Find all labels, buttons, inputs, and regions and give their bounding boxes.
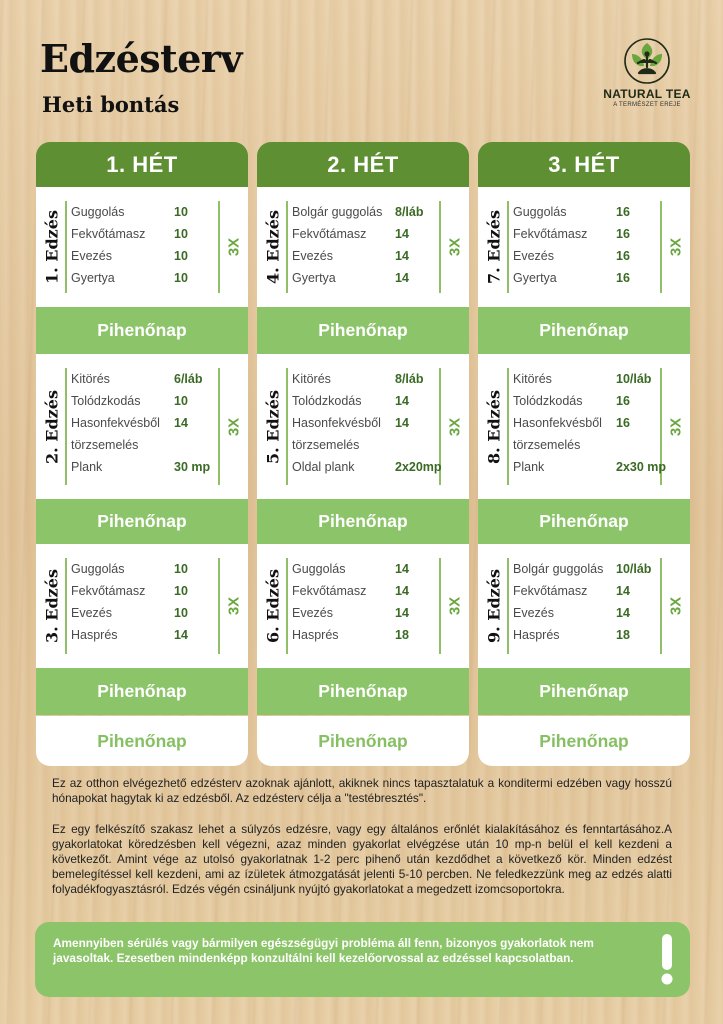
workout-label-text: 1. Edzés bbox=[42, 210, 62, 284]
workout-label bbox=[261, 544, 285, 668]
exercise-count: 16 bbox=[616, 271, 630, 285]
brand-name: NATURAL TEA bbox=[603, 87, 691, 101]
rest-day: Pihenőnap bbox=[257, 499, 469, 544]
exclamation-icon bbox=[660, 934, 674, 986]
workout-label bbox=[482, 544, 506, 668]
repetition-text: 3X bbox=[446, 237, 464, 257]
divider bbox=[439, 201, 441, 293]
workout-label bbox=[40, 187, 64, 307]
repetition-count bbox=[666, 586, 686, 626]
rest-day: Pihenőnap bbox=[257, 716, 469, 766]
exercise-count: 14 bbox=[395, 227, 409, 241]
exercise-count: 8/láb bbox=[395, 205, 424, 219]
exercise-count: 14 bbox=[395, 606, 409, 620]
exercise-count: 10 bbox=[174, 205, 188, 219]
exercise-count: 6/láb bbox=[174, 372, 203, 386]
exercise-name: Tolódzkodás bbox=[292, 394, 362, 408]
exercise-count: 16 bbox=[616, 205, 630, 219]
repetition-count bbox=[445, 586, 465, 626]
repetition-count bbox=[445, 227, 465, 267]
workout-card bbox=[257, 187, 469, 307]
divider bbox=[660, 558, 662, 654]
exercise-count: 14 bbox=[395, 584, 409, 598]
exercise-name: Evezés bbox=[292, 249, 333, 263]
exercise-name: Fekvőtámasz bbox=[513, 584, 588, 598]
workout-card bbox=[257, 544, 469, 668]
workout-label bbox=[261, 354, 285, 499]
workout-label bbox=[482, 187, 506, 307]
repetition-count bbox=[666, 407, 686, 447]
rest-day: Pihenőnap bbox=[478, 668, 690, 715]
workout-label-text: 4. Edzés bbox=[263, 210, 283, 284]
exercise-name: Evezés bbox=[71, 249, 112, 263]
divider bbox=[660, 201, 662, 293]
exercise-count: 8/láb bbox=[395, 372, 424, 386]
exercise-name: Fekvőtámasz bbox=[71, 584, 146, 598]
exercise-name: Hasonfekvésből bbox=[292, 416, 381, 430]
divider bbox=[507, 201, 509, 293]
divider bbox=[65, 201, 67, 293]
exercise-count: 10 bbox=[174, 584, 188, 598]
exercise-count: 14 bbox=[616, 606, 630, 620]
week-column-1 bbox=[36, 142, 248, 766]
week-column-3 bbox=[478, 142, 690, 766]
divider bbox=[218, 558, 220, 654]
exercise-count: 10/láb bbox=[616, 562, 652, 576]
workout-card bbox=[36, 187, 248, 307]
workout-label-text: 3. Edzés bbox=[42, 569, 62, 643]
rest-day: Pihenőnap bbox=[36, 307, 248, 354]
exercise-name-continued: törzsemelés bbox=[513, 438, 581, 452]
repetition-count bbox=[224, 227, 244, 267]
exercise-count: 16 bbox=[616, 416, 630, 430]
exercise-name: Tolódzkodás bbox=[513, 394, 583, 408]
exercise-name: Gyertya bbox=[513, 271, 557, 285]
exercise-count: 18 bbox=[395, 628, 409, 642]
exercise-name: Evezés bbox=[71, 606, 112, 620]
exercise-count: 16 bbox=[616, 227, 630, 241]
week-title: 1. HÉT bbox=[36, 142, 248, 187]
exercise-name: Hasprés bbox=[71, 628, 118, 642]
rest-day: Pihenőnap bbox=[478, 307, 690, 354]
rest-day: Pihenőnap bbox=[257, 668, 469, 715]
workout-label-text: 5. Edzés bbox=[263, 389, 283, 464]
rest-day: Pihenőnap bbox=[478, 499, 690, 544]
exercise-name: Fekvőtámasz bbox=[513, 227, 588, 241]
page-title: Edzésterv bbox=[40, 36, 243, 81]
exercise-name: Oldal plank bbox=[292, 460, 355, 474]
exercise-name-continued: törzsemelés bbox=[292, 438, 360, 452]
exercise-count: 14 bbox=[395, 394, 409, 408]
exercise-count: 14 bbox=[174, 416, 188, 430]
description-paragraph-1: Ez az otthon elvégezhető edzésterv azoknak ajánlott, akiknek nincs tapasztalatuk a konditermi edzében vagy hosszú hónapokat hagytak ki az edzésből. Az edzésterv célja a "testébresztés". bbox=[52, 776, 672, 805]
divider bbox=[65, 368, 67, 485]
exercise-name: Guggolás bbox=[292, 562, 346, 576]
exercise-name: Bolgár guggolás bbox=[292, 205, 383, 219]
brand-tagline: A TERMÉSZET EREJE bbox=[613, 102, 681, 108]
workout-label bbox=[261, 187, 285, 307]
week-title: 2. HÉT bbox=[257, 142, 469, 187]
health-notice bbox=[35, 922, 690, 997]
exercise-name: Hasprés bbox=[292, 628, 339, 642]
exercise-count: 2x20mp bbox=[395, 460, 442, 474]
exercise-name: Hasonfekvésből bbox=[71, 416, 160, 430]
exercise-name: Guggolás bbox=[71, 562, 125, 576]
exercise-count: 16 bbox=[616, 249, 630, 263]
divider bbox=[65, 558, 67, 654]
exercise-name: Evezés bbox=[513, 606, 554, 620]
meditation-leaf-icon bbox=[624, 38, 670, 84]
description-paragraph-2: Ez egy felkészítő szakasz lehet a súlyzós edzésre, vagy egy általános erőnlét kialakításához és fenntartásához.A gyakorlatokat köredzésben kell végezni, azaz minden gyakorlat elvégzése után 10 mp-n belül el kell kezdeni a következőt. Amint vége az utolsó gyakorlatnak 1-2 perc pihenő után kezdődhet a következő kör. Minden edzést bemelegítéssel kell kezdeni, ami az ízületek átmozgatását jelenti 5-10 percben. Ne feledkezzünk meg az edzés alatti folyadékfogyasztásról. Edzés végén csináljunk nyújtó gyakorlatokat a megedzett izomcsoportokra. bbox=[52, 822, 672, 896]
repetition-count bbox=[224, 407, 244, 447]
exercise-name: Kitörés bbox=[513, 372, 552, 386]
exercise-count: 14 bbox=[395, 249, 409, 263]
exercise-count: 14 bbox=[395, 562, 409, 576]
repetition-text: 3X bbox=[667, 237, 685, 257]
repetition-text: 3X bbox=[446, 596, 464, 616]
repetition-text: 3X bbox=[225, 596, 243, 616]
week-title: 3. HÉT bbox=[478, 142, 690, 187]
divider bbox=[218, 368, 220, 485]
page-subtitle: Heti bontás bbox=[42, 92, 180, 117]
workout-label-text: 7. Edzés bbox=[484, 210, 504, 284]
exercise-count: 14 bbox=[616, 584, 630, 598]
exercise-name: Guggolás bbox=[513, 205, 567, 219]
exercise-count: 14 bbox=[395, 416, 409, 430]
workout-label-text: 9. Edzés bbox=[484, 569, 504, 643]
exercise-name: Kitörés bbox=[71, 372, 110, 386]
exercise-name: Evezés bbox=[513, 249, 554, 263]
workout-card bbox=[478, 544, 690, 668]
divider bbox=[286, 201, 288, 293]
exercise-name: Hasprés bbox=[513, 628, 560, 642]
exercise-count: 10 bbox=[174, 227, 188, 241]
exercise-count: 16 bbox=[616, 394, 630, 408]
workout-label bbox=[40, 354, 64, 499]
exercise-name: Plank bbox=[513, 460, 545, 474]
week-column-2 bbox=[257, 142, 469, 766]
divider bbox=[507, 558, 509, 654]
exercise-count: 10/láb bbox=[616, 372, 652, 386]
rest-day: Pihenőnap bbox=[257, 307, 469, 354]
exercise-name: Gyertya bbox=[292, 271, 336, 285]
exercise-name: Bolgár guggolás bbox=[513, 562, 604, 576]
rest-day: Pihenőnap bbox=[478, 716, 690, 766]
exercise-count: 10 bbox=[174, 606, 188, 620]
repetition-count bbox=[445, 407, 465, 447]
workout-label-text: 2. Edzés bbox=[42, 389, 62, 464]
rest-day: Pihenőnap bbox=[36, 499, 248, 544]
divider bbox=[286, 558, 288, 654]
repetition-count bbox=[666, 227, 686, 267]
exercise-count: 14 bbox=[174, 628, 188, 642]
divider bbox=[507, 368, 509, 485]
exercise-count: 30 mp bbox=[174, 460, 211, 474]
exercise-count: 2x30 mp bbox=[616, 460, 667, 474]
repetition-text: 3X bbox=[667, 596, 685, 616]
workout-label-text: 8. Edzés bbox=[484, 389, 504, 464]
exercise-count: 10 bbox=[174, 562, 188, 576]
rest-day: Pihenőnap bbox=[36, 716, 248, 766]
workout-card bbox=[36, 354, 248, 499]
workout-card bbox=[257, 354, 469, 499]
exercise-name: Plank bbox=[71, 460, 103, 474]
repetition-text: 3X bbox=[225, 417, 243, 436]
workout-card bbox=[478, 354, 690, 499]
exercise-name-continued: törzsemelés bbox=[71, 438, 139, 452]
exercise-name: Gyertya bbox=[71, 271, 115, 285]
exercise-count: 10 bbox=[174, 271, 188, 285]
exercise-count: 14 bbox=[395, 271, 409, 285]
exercise-name: Evezés bbox=[292, 606, 333, 620]
workout-card bbox=[36, 544, 248, 668]
exercise-count: 18 bbox=[616, 628, 630, 642]
repetition-text: 3X bbox=[667, 417, 685, 436]
exercise-count: 10 bbox=[174, 394, 188, 408]
divider bbox=[286, 368, 288, 485]
workout-label-text: 6. Edzés bbox=[263, 569, 283, 643]
workout-label bbox=[482, 354, 506, 499]
repetition-text: 3X bbox=[446, 417, 464, 436]
exercise-count: 10 bbox=[174, 249, 188, 263]
exercise-name: Hasonfekvésből bbox=[513, 416, 602, 430]
exercise-name: Fekvőtámasz bbox=[292, 227, 367, 241]
exercise-name: Fekvőtámasz bbox=[71, 227, 146, 241]
exercise-name: Fekvőtámasz bbox=[292, 584, 367, 598]
exercise-name: Guggolás bbox=[71, 205, 125, 219]
rest-day: Pihenőnap bbox=[36, 668, 248, 715]
brand-logo bbox=[592, 38, 702, 108]
repetition-text: 3X bbox=[225, 237, 243, 257]
divider bbox=[439, 558, 441, 654]
workout-label bbox=[40, 544, 64, 668]
divider bbox=[218, 201, 220, 293]
workout-card bbox=[478, 187, 690, 307]
repetition-count bbox=[224, 586, 244, 626]
exercise-name: Kitörés bbox=[292, 372, 331, 386]
exercise-name: Tolódzkodás bbox=[71, 394, 141, 408]
notice-text: Amennyiben sérülés vagy bármilyen egészségügyi probléma áll fenn, bizonyos gyakorlatok nem javasoltak. Ezesetben mindenképp konzultálni kell kezelőorvossal az edzéssel kapcsolatban. bbox=[53, 936, 594, 965]
